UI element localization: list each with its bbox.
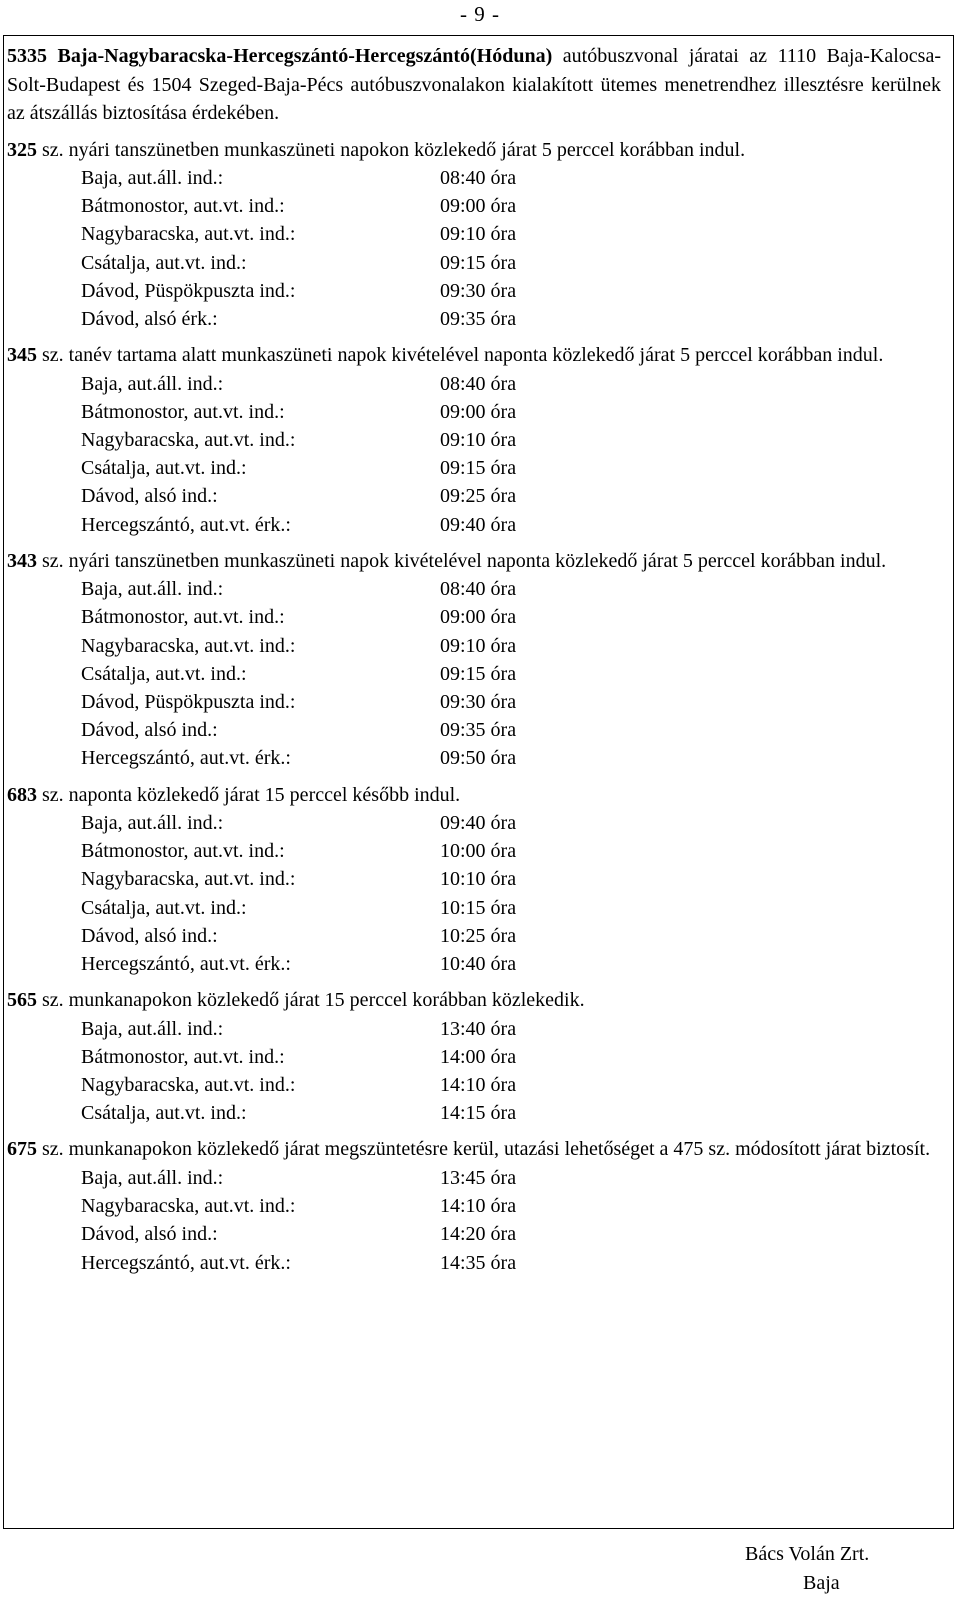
stop-time: 10:25 óra: [440, 924, 517, 947]
page-number: - 9 -: [460, 2, 500, 26]
stop-row: [7, 575, 941, 603]
stop-time: 14:10 óra: [440, 1074, 517, 1097]
stop-name: Nagybaracska, aut.vt. ind.:: [81, 223, 296, 246]
stop-time: 09:30 óra: [440, 279, 517, 302]
schedule-section: [7, 547, 941, 773]
section-heading: [7, 1135, 941, 1164]
stop-time: 09:35 óra: [440, 307, 517, 330]
stop-row: [7, 950, 941, 978]
stop-time: 10:15 óra: [440, 896, 517, 919]
stop-row: [7, 398, 941, 426]
stop-name: Baja, aut.áll. ind.:: [81, 372, 224, 395]
stop-time: 08:40 óra: [440, 167, 517, 189]
stop-time: 09:10 óra: [440, 223, 517, 246]
stop-row: [7, 511, 941, 539]
route-number: 345: [7, 344, 37, 367]
intro-paragraph: [7, 42, 941, 128]
stop-time: 08:40 óra: [440, 578, 517, 601]
signature-block: [745, 1540, 960, 1598]
stop-name: Dávod, alsó érk.:: [81, 307, 218, 330]
section-description: sz. nyári tanszünetben munkaszüneti napok kivételével naponta közlekedő járat 5 perccel korábban indul.: [37, 549, 887, 572]
stop-name: Bátmonostor, aut.vt. ind.:: [81, 400, 285, 423]
stop-name: Dávod, alsó ind.:: [81, 1223, 218, 1246]
stop-name: Csátalja, aut.vt. ind.:: [81, 662, 247, 685]
stop-time: 09:40 óra: [440, 513, 517, 536]
stop-row: [7, 688, 941, 716]
stop-time: 09:25 óra: [440, 485, 517, 508]
section-heading: [7, 341, 941, 370]
stop-name: Nagybaracska, aut.vt. ind.:: [81, 429, 296, 451]
stop-name: Bátmonostor, aut.vt. ind.:: [81, 606, 285, 629]
stop-row: [7, 1071, 941, 1099]
stop-name: Hercegszántó, aut.vt. érk.:: [81, 953, 291, 975]
stop-name: Bátmonostor, aut.vt. ind.:: [81, 195, 285, 218]
stop-row: [7, 1015, 941, 1043]
section-heading: [7, 986, 941, 1015]
stop-row: [7, 1220, 941, 1248]
stop-time: 13:45 óra: [440, 1166, 517, 1189]
stop-row: [7, 1099, 941, 1127]
section-heading: [7, 781, 941, 810]
stop-time: 10:10 óra: [440, 868, 517, 891]
stop-time: 08:40 óra: [440, 372, 517, 395]
stop-time: 09:00 óra: [440, 606, 517, 629]
section-heading: [7, 547, 941, 576]
schedule-section: [7, 986, 941, 1127]
stop-name: Nagybaracska, aut.vt. ind.:: [81, 1195, 296, 1218]
stop-row: [7, 482, 941, 510]
stop-time: 09:10 óra: [440, 429, 517, 451]
signature-city: Baja: [803, 1572, 840, 1594]
schedule-section: [7, 781, 941, 979]
stop-row: [7, 922, 941, 950]
schedule-section: [7, 1135, 941, 1276]
stop-time: 14:10 óra: [440, 1195, 517, 1218]
schedule-section: [7, 341, 941, 539]
sections-list: [7, 136, 941, 1277]
section-description: sz. munkanapokon közlekedő járat 15 perccel korábban közlekedik.: [37, 989, 585, 1012]
section-description: sz. naponta közlekedő járat 15 perccel később indul.: [37, 783, 461, 806]
stop-name: Dávod, alsó ind.:: [81, 719, 218, 742]
stop-time: 14:15 óra: [440, 1102, 517, 1125]
stop-name: Dávod, Püspökpuszta ind.:: [81, 279, 296, 302]
stop-name: Baja, aut.áll. ind.:: [81, 1166, 224, 1189]
stop-row: [7, 744, 941, 772]
stop-row: [7, 865, 941, 893]
stop-name: Csátalja, aut.vt. ind.:: [81, 457, 247, 480]
stop-name: Nagybaracska, aut.vt. ind.:: [81, 634, 296, 657]
section-heading: [7, 136, 941, 165]
stop-time: 14:20 óra: [440, 1223, 517, 1246]
stop-row: [7, 426, 941, 454]
route-number: 565: [7, 989, 37, 1012]
intro-text: autóbuszvonal járatai az 1110 Baja-Kalocsa-Solt-Budapest és 1504 Szeged-Baja-Pécs autóbuszvonalakon kialakított ütemes menetrendhez illesztésre kerülnek az átszállás biztosítása érdekében.: [7, 45, 941, 124]
stop-time: 14:00 óra: [440, 1045, 517, 1068]
route-number: 343: [7, 549, 37, 572]
stop-name: Bátmonostor, aut.vt. ind.:: [81, 1045, 285, 1068]
stop-row: [7, 1249, 941, 1277]
route-number: 675: [7, 1138, 37, 1161]
stop-row: [7, 1043, 941, 1071]
stop-row: [7, 894, 941, 922]
stop-row: [7, 164, 941, 192]
stop-time: 09:40 óra: [440, 812, 517, 835]
stop-row: [7, 249, 941, 277]
signature-company: Bács Volán Zrt.: [745, 1543, 870, 1565]
intro-line-title: 5335 Baja-Nagybaracska-Hercegszántó-Hercegszántó(Hóduna): [7, 45, 553, 67]
stop-time: 10:00 óra: [440, 840, 517, 863]
stop-row: [7, 716, 941, 744]
stop-time: 09:00 óra: [440, 400, 517, 423]
stop-name: Nagybaracska, aut.vt. ind.:: [81, 868, 296, 891]
stop-time: 09:50 óra: [440, 747, 517, 770]
stop-time: 09:30 óra: [440, 691, 517, 713]
stop-name: Baja, aut.áll. ind.:: [81, 1017, 224, 1040]
stop-row: [7, 454, 941, 482]
stop-name: Dávod, alsó ind.:: [81, 485, 218, 508]
stop-name: Dávod, alsó ind.:: [81, 924, 218, 947]
stop-name: Dávod, Püspökpuszta ind.:: [81, 691, 296, 713]
document-body: [7, 42, 941, 1277]
route-number: 325: [7, 138, 37, 161]
stop-time: 10:40 óra: [440, 953, 517, 975]
stop-name: Baja, aut.áll. ind.:: [81, 812, 224, 835]
section-description: sz. munkanapokon közlekedő járat megszüntetésre kerül, utazási lehetőséget a 475 sz. módosított járat biztosít.: [37, 1138, 931, 1161]
stop-time: 09:35 óra: [440, 719, 517, 742]
section-description: sz. nyári tanszünetben munkaszüneti napokon közlekedő járat 5 perccel korábban indul.: [37, 138, 746, 161]
stop-name: Hercegszántó, aut.vt. érk.:: [81, 1251, 291, 1274]
section-description: sz. tanév tartama alatt munkaszüneti napok kivételével naponta közlekedő járat 5 perccel korábban indul.: [37, 344, 884, 367]
stop-row: [7, 370, 941, 398]
schedule-section: [7, 136, 941, 334]
stop-row: [7, 660, 941, 688]
stop-row: [7, 277, 941, 305]
stop-name: Csátalja, aut.vt. ind.:: [81, 1102, 247, 1125]
stop-name: Bátmonostor, aut.vt. ind.:: [81, 840, 285, 863]
stop-row: [7, 305, 941, 333]
stop-name: Baja, aut.áll. ind.:: [81, 167, 224, 189]
stop-time: 09:00 óra: [440, 195, 517, 218]
stop-time: 09:15 óra: [440, 251, 517, 274]
route-number: 683: [7, 783, 37, 806]
stop-name: Hercegszántó, aut.vt. érk.:: [81, 513, 291, 536]
stop-time: 09:10 óra: [440, 634, 517, 657]
stop-name: Hercegszántó, aut.vt. érk.:: [81, 747, 291, 770]
stop-time: 14:35 óra: [440, 1251, 517, 1274]
stop-row: [7, 192, 941, 220]
stop-time: 13:40 óra: [440, 1017, 517, 1040]
stop-name: Nagybaracska, aut.vt. ind.:: [81, 1074, 296, 1097]
stop-name: Csátalja, aut.vt. ind.:: [81, 251, 247, 274]
stop-row: [7, 809, 941, 837]
stop-row: [7, 837, 941, 865]
stop-row: [7, 1164, 941, 1192]
stop-name: Csátalja, aut.vt. ind.:: [81, 896, 247, 919]
stop-row: [7, 1192, 941, 1220]
stop-row: [7, 220, 941, 248]
stop-time: 09:15 óra: [440, 662, 517, 685]
stop-row: [7, 603, 941, 631]
stop-row: [7, 632, 941, 660]
stop-name: Baja, aut.áll. ind.:: [81, 578, 224, 601]
stop-time: 09:15 óra: [440, 457, 517, 480]
